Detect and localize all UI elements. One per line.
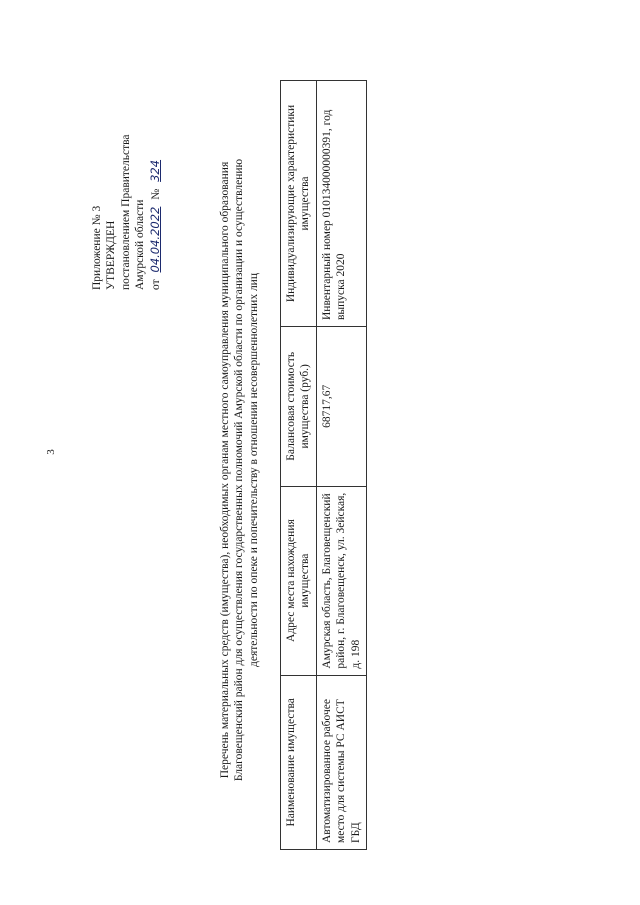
header-address: Адрес места нахождения имущества: [281, 486, 317, 675]
header-name: Наименование имущества: [281, 675, 317, 849]
table-header-row: [281, 81, 317, 850]
cell-cost: 68717,67: [316, 327, 366, 487]
heading-line-3: деятельности по опеке и попечительству в отношении несовершеннолетних лиц: [247, 273, 260, 667]
number-prefix: №: [149, 188, 162, 200]
date-number-line: [148, 30, 163, 290]
date-prefix: от: [149, 279, 162, 290]
resolution-label: постановлением Правительства: [119, 134, 132, 290]
handwritten-number: 324: [147, 159, 162, 182]
handwritten-date: 04.04.2022: [147, 206, 162, 273]
heading-line-2: Благовещенский район для осуществления государственных полномочий Амурской области по организации и осуществлению: [233, 158, 246, 782]
heading-line-1: Перечень материальных средств (имущества), необходимых органам местного самоуправления муниципального образования: [219, 161, 231, 779]
appendix-label: Приложение № 3: [91, 205, 103, 290]
table-row: [316, 81, 366, 850]
header-cost: Балансовая стоимость имущества (руб.): [281, 327, 317, 487]
property-table: [280, 80, 367, 850]
cell-name: Автоматизированное рабочее место для системы РС АИСТ ГБД: [316, 675, 366, 849]
approval-block: [90, 30, 163, 290]
cell-characteristics: Инвентарный номер 010134000000391, год выпуска 2020: [316, 81, 366, 327]
document-heading: [218, 90, 261, 850]
page-number: 3: [44, 449, 57, 455]
region-label: Амурской области: [134, 199, 147, 290]
cell-address: Амурская область, Благовещенский район, г. Благовещенск, ул. Зейская, д. 198: [316, 486, 366, 675]
approved-label: УТВЕРЖДЕН: [105, 220, 118, 290]
document-sheet: [90, 30, 362, 850]
header-characteristics: Индивидуализирующие характеристики имущества: [281, 81, 317, 327]
